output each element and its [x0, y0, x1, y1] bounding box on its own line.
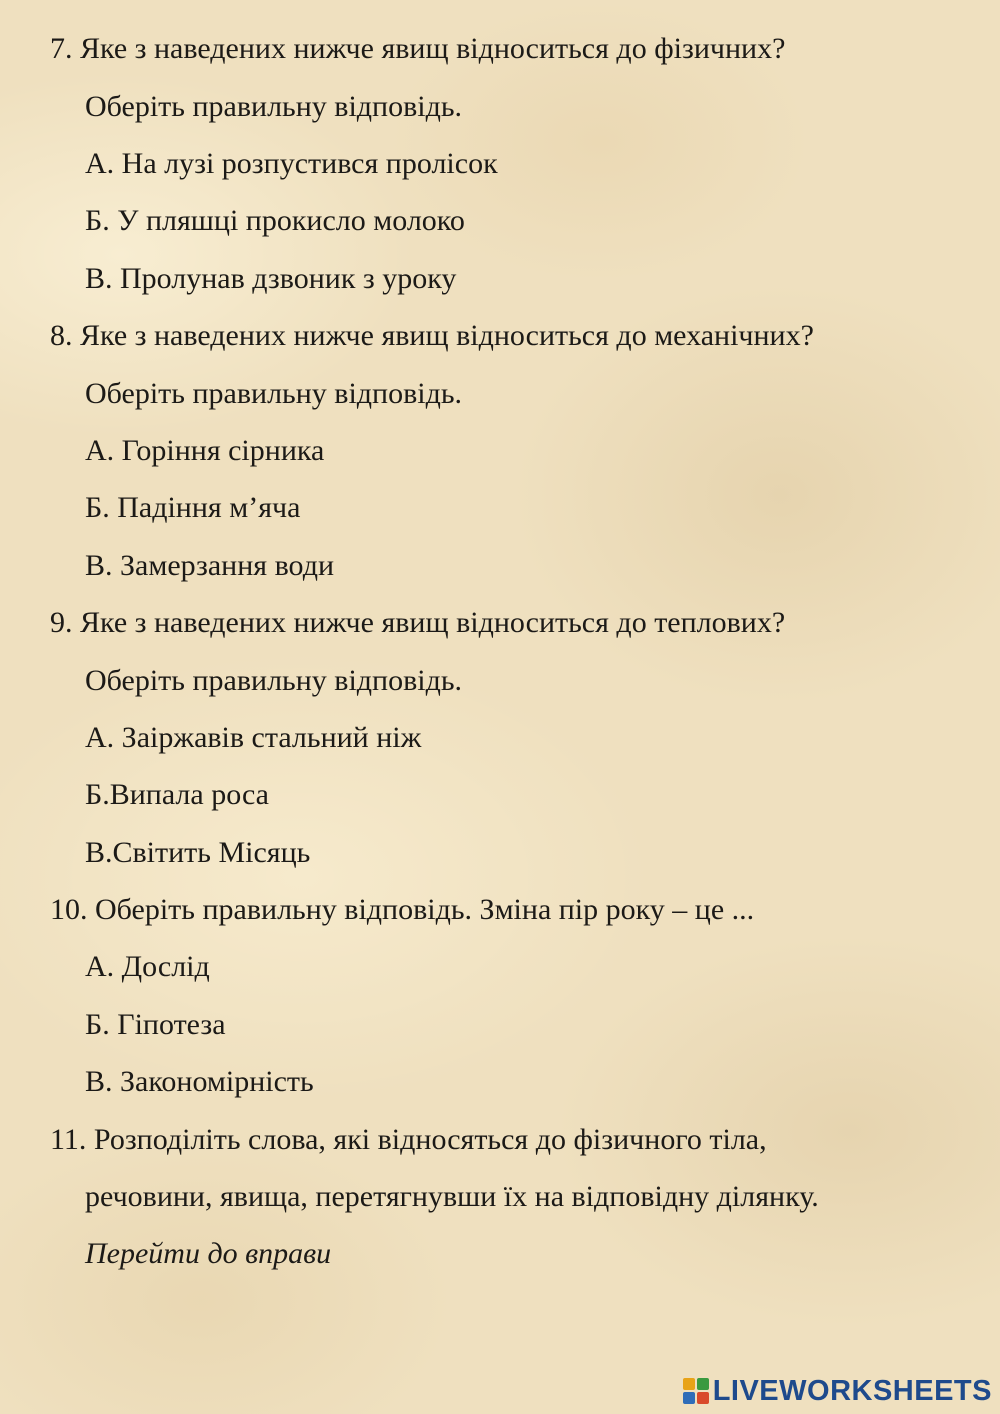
liveworksheets-logo-icon: [683, 1378, 709, 1404]
question-10-option-b[interactable]: Б. Гіпотеза: [85, 1008, 226, 1041]
question-7-option-c[interactable]: В. Пролунав дзвоник з уроку: [85, 262, 457, 295]
logo-tile-2: [697, 1378, 709, 1390]
question-7-option-a[interactable]: А. На лузі розпустився пролісок: [85, 147, 498, 180]
question-11-stem: 11. Розподіліть слова, які відносяться до фізичного тіла,: [50, 1123, 767, 1156]
question-11-continuation: речовини, явища, перетягнувши їх на відповідну ділянку.: [85, 1180, 819, 1213]
question-7-stem: 7. Яке з наведених нижче явищ відноситься до фізичних?: [50, 32, 786, 65]
question-10-stem: 10. Оберіть правильну відповідь. Зміна пір року – це ...: [50, 893, 755, 926]
logo-tile-4: [697, 1392, 709, 1404]
question-9-option-c[interactable]: В.Світить Місяць: [85, 836, 311, 869]
question-9-option-a[interactable]: А. Заіржавів стальний ніж: [85, 721, 422, 754]
question-9-stem: 9. Яке з наведених нижче явищ відноситься до теплових?: [50, 606, 786, 639]
question-10-option-c[interactable]: В. Закономірність: [85, 1065, 314, 1098]
question-8-instruction: Оберіть правильну відповідь.: [85, 377, 463, 410]
question-9-instruction: Оберіть правильну відповідь.: [85, 664, 463, 697]
question-8-option-a[interactable]: А. Горіння сірника: [85, 434, 325, 467]
question-7-option-b[interactable]: Б. У пляшці прокисло молоко: [85, 204, 465, 237]
logo-tile-1: [683, 1378, 695, 1390]
question-8-option-b[interactable]: Б. Падіння м’яча: [85, 491, 301, 524]
question-7-instruction: Оберіть правильну відповідь.: [85, 90, 463, 123]
question-10-option-a[interactable]: А. Дослід: [85, 950, 210, 983]
question-8-option-c[interactable]: В. Замерзання води: [85, 549, 335, 582]
logo-tile-3: [683, 1392, 695, 1404]
go-to-exercise-link[interactable]: Перейти до вправи: [85, 1237, 332, 1270]
question-9-option-b[interactable]: Б.Випала роса: [85, 778, 269, 811]
liveworksheets-branding[interactable]: [683, 1376, 992, 1406]
liveworksheets-wordmark: LIVEWORKSHEETS: [712, 1375, 992, 1407]
question-8-stem: 8. Яке з наведених нижче явищ відноситься до механічних?: [50, 319, 814, 352]
